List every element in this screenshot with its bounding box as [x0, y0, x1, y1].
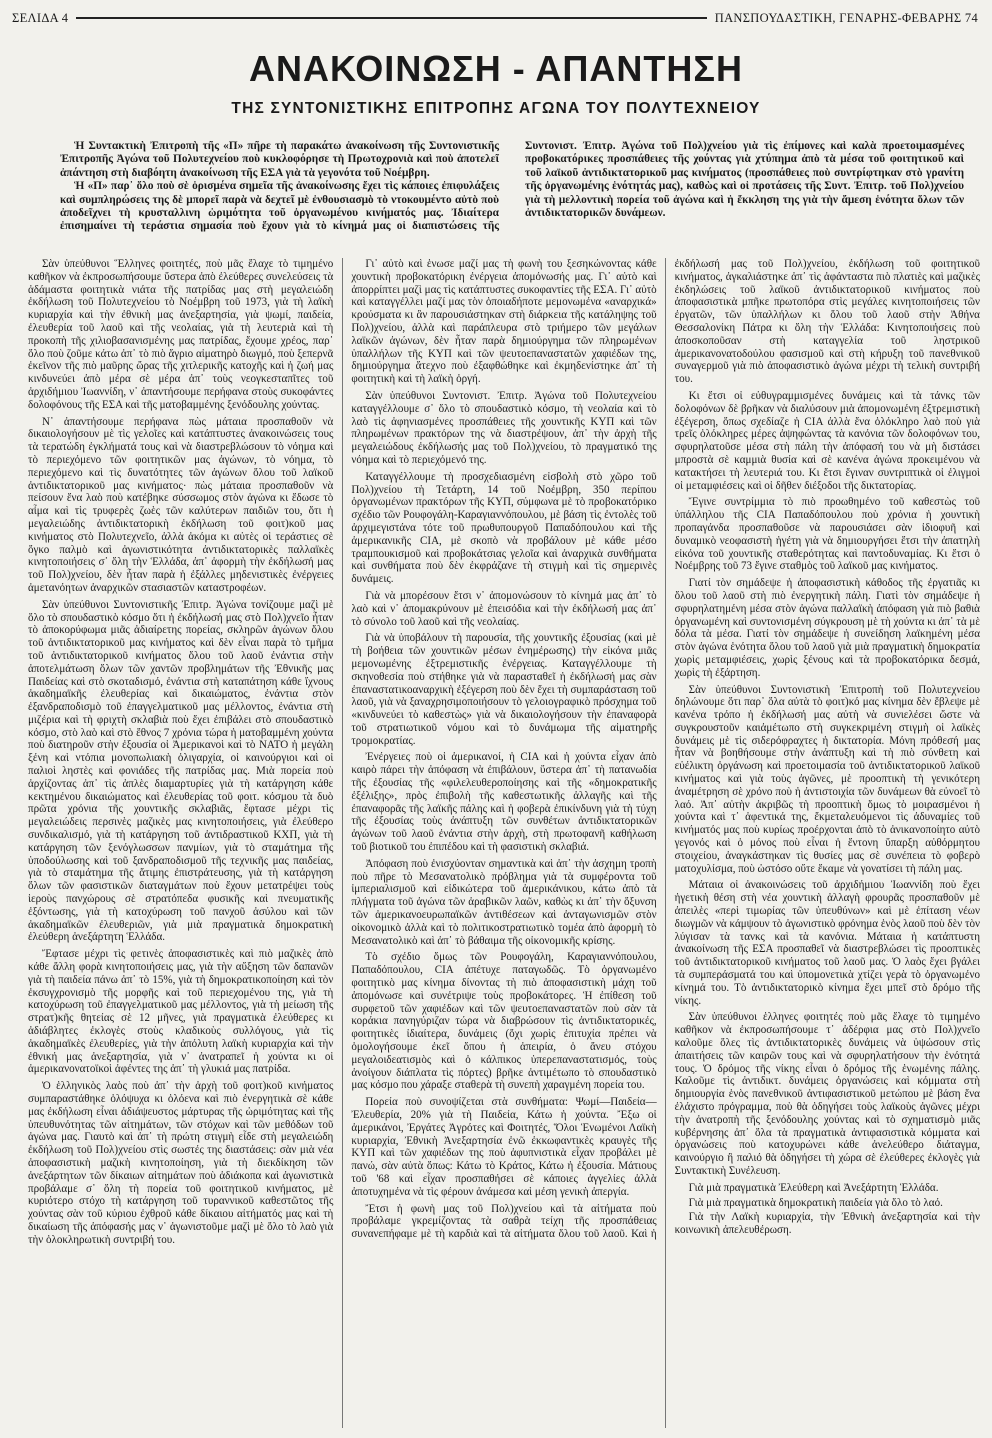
body-paragraph: Ὁ ἑλληνικὸς λαὸς ποὺ ἀπ᾿ τὴν ἀρχὴ τοῦ φοιτ)κοῦ κινήματος συμπαραστάθηκε ὁλόψυχα κι ὁλόενα καὶ πιὸ ἐνεργητικὰ σὲ κάθε μας ἐκδήλωση εἶναι ἀδιάψευστος μάρτυρας τῆς ὡριμότητας καὶ τῆς ὑπευθυνότητας τῶν αἰτημάτων, τῶν στόχων καὶ τῶν μεθόδων τοῦ ἀγώνα μας. Γιαυτὸ καὶ ἀπ᾿ τὴ πρώτη στιγμὴ εἶδε στὴ μεγαλειώδη ἐκδήλωση τοῦ Πολ)χνείου στὶς σωστές της διαστάσεις: σὰν μιὰ νέα ἀποφασιστικὴ μαζικὴ κινητοποίηση, γιὰ τὴ διεκδίκηση τῶν ἀνεξάρτητων τῶν δίκαιων αἰτημάτων ποὺ ἀδιάκοπα καὶ ἀγωνιστικὰ προβάλαμε σ᾿ ὅλη τὴ πορεία τοῦ φοιτητικοῦ κινήματος, μὲ κυριότερο στόχο τὴ κατάργηση τοῦ τυραννικοῦ καθεστῶτος τῆς χούντας σὰν τοῦ κύριου ἐχθροῦ κάθε δίκαιου αἰτήματός μας καὶ τὴ δικαίωση τῆς ἀπόφασής μας ν᾿ ἀγωνιστοῦμε μαζὶ μὲ ὅλο τὸ λαὸ γιὰ τὴν ὁλοκληρωτικὴ συντριβή του.	[28, 1080, 334, 1246]
body-paragraph: Σὰν ὑπεύθυνοι ἑλληνες φοιτητές ποὺ μᾶς ἔλαχε τὸ τιμημένο καθῆκον νὰ ἐκπροσωπήσουμε τ᾿ ἀδέρφια μας στὸ Πολ)χνεῖο καλοῦμε ὅλες τὶς ἀντιδικτατορικὲς δυνάμεις νὰ ὑψώσουν στὶς ἀπαιτήσεις τῶν καιρῶν τους καὶ νὰ σφυρηλατήσουν τὴν ἑνότητά τους. Ὁ δρόμος τῆς νίκης εἶναι ὁ δρόμος τῆς ἑνωμένης πάλης. Καλοῦμε τὶς ἀντιδικτ. δυνάμεις ὀργανώσεις καὶ κόμματα στὴ δημιουργία ἑνὸς πανεθνικοῦ ἀντιφασιστικοῦ μετώπου μὲ βάση ἕνα ἐλάχιστο πρόγραμμα, ποὺ θὰ ὁδηγήσει τοὺς λαϊκοὺς ἀγῶνες μέχρι τὴν ἀνατροπὴ τῆς ξενόδουλης χούντας καὶ τὸ σχηματισμὸ μιᾶς κυβέρνησης ἀπ᾿ ὅλα τὰ πραγματικὰ ἀντιφασιστικὰ κόμματα καὶ ὀργανώσεις ποὺ κατοχυρώνει κάθε ἀνελεύθερο διάταγμα, καινούργιο ἢ παλιό θὰ ὁδηγήσει τὴ χώρα σὲ ἐλεύθερες ἐκλογὲς γιὰ Συντακτικὴ Συνέλευση.	[674, 1011, 980, 1177]
editorial-intro	[60, 140, 964, 252]
body-paragraph: Ἔφτασε μέχρι τὶς φετινὲς ἀποφασιστικὲς καὶ πιὸ μαζικὲς ἀπὸ κάθε ἄλλη φορὰ κινητοποιήσεις μας, γιὰ τὴν αὔξηση τῶν δαπανῶν γιὰ τὴ παιδεία πάνω ἀπ᾿ τὸ 15%, γιὰ τὴ δημοκρατικοποίηση καὶ τὸν ἐκσυγχρονισμὸ τῆς μορφῆς καὶ τοῦ περιεχομένου της, γιὰ τὴ κατοχύρωση τοῦ ἐπαγγελματικοῦ μας μέλλοντος, γιὰ τὴ μείωση τῆς στρατ)κῆς θητείας σὲ 12 μῆνες, γιὰ πραγματικὰ ἐλεύθερες κι ἀδιάβλητες ἐκλογὲς στοὺς κλαδικοὺς συλλόγους, γιὰ τὶς ἀκαδημαϊκὲς ἐλευθερίες, γιὰ τὴν ἀπόλυτη λαϊκὴ κυριαρχία καὶ τὴν ἐθνική μας ἀνεξαρτησία, γιὰ ν᾿ ἀνατραπεῖ ἡ χούντα κι οἱ ἀμερικανονατοϊκοὶ ἀφέντες της ἀπ᾿ τὴ γλυκιά μας πατρίδα.	[28, 948, 334, 1076]
body-paragraph: Σὰν ὑπεύθυνοι Ἕλληνες φοιτητές, ποὺ μᾶς ἔλαχε τὸ τιμημένο καθῆκον νὰ ἐκπροσωπήσουμε ὕστερα ἀπὸ ἐλεύθερες συνελεύσεις τὰ ἀδάμαστα φοιτητικὰ νιάτα τῆς πατρίδας μας στὴ μεγαλειώδη ἐκδήλωση τοῦ Πολυτεχνείου τὸ Νοέμβρη τοῦ 1973, γιὰ τὴ λαϊκὴ κυριαρχία καὶ τὴν ἐθνικὴ μας ἀνεξαρτησία, γιὰ ψωμί, παιδεία, ἐλευθερία τοῦ λαοῦ καὶ τῆς νεολαίας, γιὰ τὴ λευτεριὰ καὶ τὴ προκοπὴ τῆς χιλιοβασανισμένης μας πατρίδας, ἔχουμε χρέος, παρ᾿ ὅλο ποὺ ζοῦμε κάτω ἀπ᾿ τὸ πιὸ ἄγριο αἱματηρὸ διωγμό, ποὺ ξεπερνᾶ ἐκεῖνον τῆς πιὸ μαῦρης ὥρας τῆς χιτλερικῆς κατοχῆς καὶ ἡ ζωή μας κινδυνεύει ἀπὸ μέρα σὲ μέρα ἀπ᾿ τοὺς νεογκεσταπῖτες τοῦ ἀρχιδήμιου Ἰωαννίδη, ν᾿ ἀπαντήσουμε περήφανα στοὺς συκοφάντες δολοφόνους τῆς ΕΣΑ καὶ τῆς ματοβαμμένης ξενόδουλης χούντας.	[28, 258, 334, 411]
closing-slogan: Γιὰ τὴν Λαϊκὴ κυριαρχία, τὴν Ἐθνικὴ ἀνεξαρτησία καὶ τὴν κοινωνικὴ ἀπελευθέρωση.	[674, 1211, 980, 1237]
body-paragraph: Ἔγινε συντρίμμια τὸ πιὸ προωθημένο τοῦ καθεστὼς τοῦ ὑπάλληλου τῆς CIA Παπαδόπουλου ποὺ χρόνια ἡ χουντικὴ προπαγάνδα προσπαθοῦσε νὰ παρουσιάσει σὰν ἰδιοφυῆ καὶ δυναμικὸ νεοφασιστὴ ἡγέτη γιὰ νὰ δημιουργήσει ἔτσι τὴν ἀπατηλὴ εἰκόνα τοῦ χουντικῆς σταθερότητας καὶ παντοδυναμίας. Κι ἔτσι ὁ Νοέμβρης τοῦ 73 ἔγινε σταθμὸς τοῦ λαϊκοῦ μας κινήματος.	[674, 496, 980, 573]
running-header	[12, 8, 978, 28]
closing-slogan: Γιὰ μιὰ πραγματικὰ δημοκρατικὴ παιδεία γιὰ ὅλο τὸ λαό.	[688, 1196, 943, 1209]
header-rule	[76, 17, 706, 19]
intro-paragraph: Ἡ Συντακτικὴ Ἐπιτροπὴ τῆς «Π» πῆρε τὴ παρακάτω ἀνακοίνωση τῆς Συντονιστικῆς Ἐπιτροπῆς Ἀγώνα τοῦ Πολυτεχνείου ποὺ κυκλοφόρησε τὴ Πρωτοχρονιὰ καὶ ποὺ ἀποτελεῖ ἀπάντηση στὴ διαβόητη ἀνακοίνωση τῆς ΕΣΑ γιὰ τὰ γεγονότα τοῦ Νοέμβρη.	[60, 140, 499, 179]
body-paragraph: Ἐνέργειες ποὺ οἱ ἀμερικανοί, ἡ CIA καὶ ἡ χούντα εἶχαν ἀπὸ καιρὸ πάρει τὴν ἀπόφαση νὰ ἐπιβάλουν, ὕστερα ἀπ᾿ τὴ πατανωδία τῆς ἐξουσίας τῆς «φιλελευθεροποίησης καὶ τῆς «δημοκρατικῆς ἐξέλιξης», πρὸς ἐπιβολὴ τῆς καθεστωτικῆς ἀλλαγῆς καὶ τῆς ἐπαναφορᾶς τῆς λαϊκῆς πάλης καὶ ἡ φοβερὰ ἐπικίνδυνη γιὰ τὴ τύχη τῆς ἐξουσίας τοὺς ἀνάπτυξη τῶν συνθέτων ἀντιδικτατορικῶν ἀγώνων τοῦ λαοῦ ἐνάντια στὴν ἀρχὴ, στὴ πρωτοφανῆ καθήλωση τοῦ βιοτικοῦ του ἐπιπέδου καὶ τὴ φασιστικὴ σκλαβιά.	[351, 751, 657, 854]
body-paragraph: Γιατί τὸν σημάδεψε ἡ ἀποφασιστικὴ κάθοδος τῆς ἐργατιᾶς κι ὅλου τοῦ λαοῦ στὴ πιὸ ἐνεργητικὴ πάλη. Γιατὶ τὸν σημάδεψε ἡ σφυρηλατημένη μέσα στὸν ἀγώνα παλλαϊκὴ ἀπόφαση γιὰ πιὸ βαθιὰ ὀργανωμένη καὶ συντονισμένη σύγκρουση μὲ τὴ χούντα κι ἀπ᾿ τὰ μὲ δόλα τὰ μέσα. Γιατί τὸν σημάδεψε ἡ συνείδηση λαϊκημένη μέσα στὸν ἀγώνα ἑνότητα ὅλου τοῦ λαοῦ γιὰ μιὰ πραγματικὴ δημοκρατία χωρὶς μεταμφιέσεις, χωρὶς ξένους καὶ τὰ προβοκατόρικα δεσμά, χωρὶς τὴ ἐξάρτηση.	[674, 577, 980, 679]
body-paragraph: Μάταια οἱ ἀνακοινώσεις τοῦ ἀρχιδήμιου Ἰωαννίδη ποὺ ἔχει ἡγετικὴ θέση στὴ νέα χουντικὴ ἀλλαγὴ φρουρᾶς προσπαθοῦν μὲ ἀπειλὲς «περὶ τιμωρίας τῶν ὑπευθύνων» καὶ μὲ ἐπίταση νέων διωγμῶν νὰ κάμψουν τὸ ἀγωνιστικὸ φρόνημα ἑνὸς λαοῦ ποὺ δὲν τὸν λύγισαν τὰ τανκς καὶ τὰ κανόνια. Μάταια ἡ κατάπτυστη ἀνακοίνωση τῆς ΕΣΑ προσπαθεῖ νὰ διαστρεβλώσει τὶς προοπτικὲς τοῦ ἀντιδικτατορικοῦ κινήματος τοῦ λαοῦ μας. Ὁ λαὸς ἔχει βγάλει τὰ συμπεράσματά του καὶ ὑπομονετικὰ χτίζει γερὰ τὸ ὀργανωμένο κίνημά του. Τὸ ἀντιδικτατορικὸ κίνημα ἔχει μπεῖ στὸ δρόμο τῆς νίκης.	[674, 879, 980, 1007]
body-paragraph: Σὰν ὑπεύθυνοι Συντονιστικὴ Ἐπιτροπὴ τοῦ Πολυτεχνείου δηλώνουμε ὅτι παρ᾿ ὅλα αὐτὰ τὸ φοιτ)κό μας κίνημα δὲν ἔβλεψε μὲ κανένα τρόπο ἡ ἐκδήλωσή μας αὐτὴ νὰ συνιελέσει ὥστε νὰ συγκρουστοῦν καιἀμέτωπο στὴ συγκεκριμένη στιγμὴ οἱ λαϊκὲς δυνάμεις μὲ τὶς σιδερόφραχτες ἡ δικτατορία. Μόνη πρόθεσή μας ἦταν νὰ βοηθήσουμε στὴν ἀνάπτυξη καὶ τὴ πιὸ σύνθετη καὶ εὐέλικτη ὀργάνωση καὶ προετοιμασία τοῦ ἀντιδικτατορικοῦ λαϊκοῦ κινήματος καὶ γιὰ τοὺς ἀγῶνες, μὲ προοπτικὴ τὴ γενικότερη ἀναμέτρηση σὲ χρόνο ποὺ ἡ ἀντιστοιχία τῶν δυνάμεων θὰ εὐνοεῖ τὸ λαό. Ἀπ᾿ αὐτὴν ἀκριβῶς τὴ προοπτικὴ ὅμως τὸ μοιρασμένοι ἡ χούντα καὶ τ᾿ ἀφεντικά της, ἔκμεταλευόμενοι τὶς ἀδυναμίες τοῦ κινήματός μας ποὺ κυρίως προέρχονται ἀπὸ τὸ ἀνικανοποίητο αὐτὸ γεγονός καὶ ὁ μόνος ποὺ εἶναι ἡ ἔντονη ὕπαρξη αὐθόρμητου στοιχείου, ἀναγκάστηκαν τὶς θυσίες μας σὲ συνέπεια τὸ φοβερὸ ματοχυλίσμα, ποὺ ὡστόσο οὔτε ἔκαμε νὰ γονατίσει τὴ πάλη μας.	[674, 683, 980, 875]
article-subtitle: ΤΗΣ ΣΥΝΤΟΝΙΣΤΙΚΗΣ ΕΠΙΤΡΟΠΗΣ ΑΓΩΝΑ ΤΟΥ ΠΟΛΥΤΕΧΝΕΙΟΥ	[231, 100, 761, 117]
body-paragraph: Ν᾿ ἀπαντήσουμε περήφανα πὼς μάταια προσπαθοῦν νὰ δικαιολογήσουν μὲ τὶς γελοῖες καὶ κατάπτυστες ἀνακοινώσεις τους τὰ τερατώδη ἐγκλήματά τους καὶ νὰ διαστρεβλώσουν τὸ νόημα καὶ τὸ περιεχόμενο τῶν φοιτητικῶν μας ἀγώνων, τὸ νόημα, τὸ περιεχόμενο καὶ τὶς δυνατότητες τῶν ἀγώνων ὅλου τοῦ λαϊκοῦ ἀντιδικτατορικοῦ μας κινήματος· πὼς μάταια προσπαθοῦν νὰ πείσουν ἕνα λαὸ ποὺ κατέβηκε σύσσωμος στὸν ἀγώνα κι ἔδωσε τὸ αἷμα καὶ τὶς τρυφερὲς ζωὲς τῶν καλύτερων παιδιῶν του, ὅτι ἡ μεγαλειώδης ἀντιδικτατορικὴ ἐκδήλωση τοῦ φοιτ)κοῦ μας κινήματος στὸ Πολυτεχνεῖο, ἀλλὰ ἀκόμα κι αὐτὲς οἱ τεράστιες σὲ ὄγκο παλμὸ καὶ ἀγωνιστικότητα ἀντιδικτατορικὲς παλλαϊκὲς κινητοποιήσεις σ᾿ ὅλη τὴν Ἑλλάδα, ἀπ᾿ ἀφορμὴ τὴν ἐκδήλωσή μας τοῦ Πολ)χνείου, δὲν ἦταν παρὰ ἡ ἐξάλλες μηδενιστικὲς ἐνέργειες ἀμετανόητων ἀναρχικῶν στασιαστῶν καταστροφέων.	[28, 415, 334, 594]
publication-label: ΠΑΝΣΠΟΥΔΑΣΤΙΚΗ, ΓΕΝΑΡΗΣ-ΦΕΒΑΡΗΣ 74	[714, 10, 978, 25]
body-paragraph: Γιὰ νὰ μπορέσουν ἔτσι ν᾿ ἀπομονώσουν τὸ κίνημά μας ἀπ᾿ τὸ λαὸ καὶ ν᾿ ἀπομακρύνουν μὲ ἐπεισόδια καὶ τὴν ἐκδήλωσή μας ἀπ᾿ τὸ σύνολο τοῦ λαοῦ καὶ τῆς νεολαίας.	[351, 589, 657, 628]
body-paragraph: Τὸ σχέδιο ὅμως τῶν Ρουφογάλη, Καραγιαννόπουλου, Παπαδόπουλου, CIA ἀπέτυχε παταγωδῶς. Τὸ ὀργανωμένο φοιτητικὸ μας κίνημα δίνοντας τὴ πιὸ ἀποφασιστικὴ μάχη τοῦ ἀπομόνωσε καὶ συνέτριψε τοὺς προβοκάτορες. Ἡ ἐπίθεση τοῦ συρφετοῦ τῶν χαφιέδων καὶ τῶν ψευτοεπαναστατῶν ποὺ σὰν τὰ κοράκια πανηγύριζαν τώρα νὰ διαβρώσουν τὶς ἀντιδικτατορικές, φοιτητικὲς ἰδιαίτερα, δυνάμεις (ὄχι χωρὶς ἐπιτυχία πρέπει νὰ ὁμολογήσουμε ἐκεῖ ὅπου ἡ ἀπειρία, ὁ ἄνευ στόχου μεγαλοιδεατισμὸς καὶ ὁ κάλπικος ὑπερεπαναστατισμός, τοὺς ἀνοίγουν διάπλατα τὶς πόρτες) βρῆκε ἀντιμέτωπο τὸ σπουδαστικὸ μας κόσμο που χάραξε σταθερὰ τὴ συνεπὴ χαραγμένη πορεία του.	[351, 951, 657, 1092]
body-paragraph: Πορεία ποὺ συνοψίζεται στὰ συνθήματα: Ψωμί—Παιδεία—Ἐλευθερία, 20% γιὰ τὴ Παιδεία, Κάτω ἡ χούντα. Ἔξω οἱ ἀμερικάνοι, Ἐργάτες Ἀγρότες καὶ Φοιτητές, Ὅλοι Ἑνωμένοι Λαϊκὴ κυριαρχία, Ἐθνικὴ Ἀνεξαρτησία ἐνῶ ἐκκωφαντικὲς κραυγὲς τῆς ΚΥΠ καὶ τῶν χαφιέδων της ποὺ ἀφυπνιστικὰ εἶχαν προβάλει μὲ πανώ, σὰν αὐτὰ ὅπως: Κάτω τὸ Κράτος, Κάτω ἡ ἐξουσία. Μάτιους τοῦ '68 καὶ εἶχαν προσπαθήσει σὲ κάποιες ἀγγελίες ἀλλὰ ἀποτυχημένα νὰ τὶς φέρουν ἀνάμεσα καὶ μέση γενικὴ ἀπεργία.	[351, 1096, 657, 1198]
article-title: ΑΝΑΚΟΙΝΩΣΗ - ΑΠΑΝΤΗΣΗ	[248, 48, 744, 89]
intro-paragraph: Ἡ «Π» παρ᾿ ὅλο ποὺ σὲ ὁρισμένα σημεῖα τῆς ἀνακοίνωσης ἔχει τὶς κάποιες ἐπιφυλάξεις καὶ συμπληρώσεις της δὲ μπορεῖ παρὰ νὰ δεχτεῖ μὲ ἐνθουσιασμὸ τὸ ντοκουμέντο αὐτὸ ποὺ ἀποδεῖχνει τὴ κρυσταλλινη ὡριμότητα τοῦ ὀργανωμένου κινήματός μας. Ἰδιαίτερα ἐπισημαίνει τὴ τεράστια σημασία ποὺ ἔχουν γιὰ τὸ κίνημά μας οἱ διαπιστώσεις τῆς Συντονιστ. Ἐπιτρ. Ἀγώνα τοῦ Πολ)χνείου γιὰ τὶς ἐπίμονες καὶ καλὰ προετοιμασμένες προβοκατόρικες προσπάθειες τῆς χούντας γιὰ χτύπημα ἀπὸ τὰ μέσα τοῦ φοιτητικοῦ καὶ τοῦ λαϊκοῦ ἀντιδικτατορικοῦ μας κινήματος (προσπάθειες ποὺ συντρίφτηκαν στὸ γρανίτη τῆς ὀργανωμένης ἑνότητάς μας), καθὼς καὶ οἱ προτάσεις τῆς Συντ. Ἐπιτρ. τοῦ Πολ)χνείου γιὰ τὴ μελλοντικὴ πορεία τοῦ ἀγώνα καὶ ἡ ἔκκληση της γιὰ τὴν ἄμεση ἑνότητα ὅλων τῶν ἀντιδικτατορικῶν δυνάμεων.	[60, 140, 964, 233]
body-paragraph: Σὰν ὑπεύθυνοι Συντονιστ. Ἐπιτρ. Ἀγώνα τοῦ Πολυτεχνείου καταγγέλλουμε σ᾿ ὅλο τὸ σπουδαστικὸ κόσμο, τὴ νεολαία καὶ τὸ λαὸ τὶς ἀφηνιασμένες προσπάθειες τῆς χουντικῆς ΚΥΠ καὶ τῶν πληρωμένων πρακτόρων της νὰ διαστρέψουν, ἀπ᾿ τὴν ἀρχὴ τῆς μεγαλειώδους ἐκδήλωσής μας τοῦ Πολ)χνείου, τὸ πραγματικό της νόημα καὶ τὸ περιεχόμενό της.	[351, 389, 657, 466]
body-paragraph: Κι ἔτσι οἱ εὐθυγραμμισμένες δυνάμεις καὶ τὰ τάνκς τῶν δολοφόνων δὲ βρῆκαν νὰ διαλύσουν μιὰ ἀπομονωμένη ἐξτρεμιστικὴ ἐξέγερση, ὅπως σχεδίαζε ἡ CIA ἀλλὰ ἕνα ὁλόκληρο λαὸ ποὺ γιὰ τρεῖς ὁλόκληρες μέρες ἀψηφώντας τὰ κανόνια τῶν δολοφόνων του, σφυρηλατοῦσε μέσα στὴ πάλη τὴν ἀπόφασή του νὰ μὴ διστάσει μπροστὰ σὲ καμμιὰ θυσία καὶ σὲ κανένα ἀγώνα προκειμένου νὰ κατακτήσει τὴ λευτεριά του. Κι ἔτσι ἔγιναν συντριπτικὰ οἱ ἐλιγμοὶ οἱ μεταμφιέσεις καὶ οἱ δῆθεν διέξοδοι τῆς δικτατορίας.	[674, 389, 980, 492]
body-paragraph: Ἀπόφαση ποὺ ἐνισχύονταν σημαντικὰ καὶ ἀπ᾿ τὴν ἀσχημη τροπὴ ποὺ πῆρε τὸ Μεσανατολικὸ πρόβλημα γιὰ τὰ συμφέροντα τοῦ ἰμπεριαλισμοῦ καὶ εἰδικώτερα τοῦ ἀμερικάνικου, κάτω ἀπὸ τὰ πλήγματα τοῦ ἀγώνα τῶν ἀραβικῶν λαῶν, καθὼς κι ἀπ᾿ τὴν ὄξυνση τῶν ἀμερικανοευρωπαϊκῶν ἀντιθέσεων καὶ ἀνταγωνισμῶν στὸν οἰκονομικὸ ἀλλὰ καὶ τὸ πολιτικοστρατιωτικὸ τομέα ἀπὸ ἀφορμὴ τὸ Μεσανατολικὸ καὶ ἀπ᾿ τὸ βάθαιμα τῆς οἰκονομικῆς κρίσης.	[351, 857, 657, 947]
body-paragraph: Σὰν ὑπεύθυνοι Συντονιστικῆς Ἐπιτρ. Ἀγώνα τονίζουμε μαζὶ μὲ ὅλο τὸ σπουδαστικὸ κόσμο ὅτι ἡ ἐκδήλωσή μας στὸ Πολ)χνεῖο ἦταν τὸ ἀποκορύφωμα μιᾶς ἀδιαίρετης πορείας, σκληρῶν ἀγώνων ὅλου τοῦ ἀντιδικτατορικοῦ μας κινήματος καὶ δὲν εἶναι παρὰ τὸ τμῆμα τοῦ ἀντιδικτατορικοῦ κινήματος ὅλου τοῦ λαοῦ ἐνάντια στὴν ἀποτελμάτωση ὅλων τῶν χαντῶν προβλημάτων τῆς Ἐθνικῆς μας Παιδείας καὶ στὸ σκοταδισμό, ἐνάντια στὴ καταπάτηση κάθε ἴχνους ἀκαδημαϊκῆς ἐλευθερίας καὶ δικαιώματος, ἐνάντια στὸν ἐξανδραποδισμὸ τοῦ ἐπαγγελματικοῦ μας μέλλοντος, ἐνάντια στὴ μιζέρια καὶ τὴ φριχτὴ σκλαβιὰ ποὺ ἔχει ἐπιβάλει στὸ σπουδαστικὸ κόσμο, στὸ λαὸ καὶ στὸ ἔθνος 7 χρόνια τώρα ἡ ματοβαμμένη χούντα ποὺ διατηροῦν στὴν ἐξουσία οἱ Ἀμερικανοὶ καὶ τὸ ΝΑΤΟ ἡ μεγάλη ξένη καὶ ντόπια μονοπωλιακὴ ὀλιγαρχία, οἱ καινούργιοι καὶ οἱ παλιοὶ ληστὲς καὶ φονιάδες τῆς πατρίδας μας. Μιὰ πορεία ποὺ ἀρχίζοντας ἀπ᾿ τὶς ἁπλὲς διαμαρτυρίες γιὰ τὴ κατάργηση κάθε κεκτημένου δικαιώματος καὶ ἐλευθερίας τοῦ φοιτ. κόσμου τὰ δυὸ πρῶτα χρόνια τῆς χουντικῆς σκλαβιᾶς, ἔφτασε μέχρι τὶς μεγαλειώδεις περσινὲς μαζικὲς μας κινητοποιήσεις, γιὰ ἐλεύθερο συνδικαλισμό, γιὰ τὴ κατάργηση τοῦ ἀντιδραστικοῦ ΚΧΠ, γιὰ τὴ κατάργηση τῶν ξενόγλωσσων πανμίων, γιὰ τὸ σταμάτημα τῆς ὑποδούλωσης καὶ τοῦ ξανδραποδισμοῦ τῆς τεχνικῆς μας παιδείας, γιὰ τὸ σταμάτημα τῆς ἄτιμης ἐπιστράτευσης, γιὰ τὴ κατάργηση ὅλων τῶν φασιστικῶν διαταγμάτων ποὺ ἔχουν μετατρέψει τοὺς ἱεροὺς πανχώρους σὲ στρατόπεδα φυσικῆς καὶ πνευματικῆς ἐξόντωσης, γιὰ τὴ κατοχύρωση τοῦ πανχοῦ ἀσύλου καὶ τῶν ἀκαδημαϊκῶν ἐλευθεριῶν, γιὰ μιὰ πραγματικὰ δημοκρατικὴ ἐλεύθερη ἀνεξάρτητη Ἑλλάδα.	[28, 598, 334, 944]
body-paragraph: Καταγγέλλουμε τὴ προσχεδιασμένη εἰσβολὴ στὸ χῶρο τοῦ Πολ)χνείου τὴ Τετάρτη, 14 τοῦ Νοέμβρη, 350 περίπου ὀργανωμένων πρακτόρων τῆς ΚΥΠ, σύμφωνα μὲ τὸ προβοκατόρικο σχέδιο τῶν Ρουφογάλη-Καραγιαννόπουλου, μὲ βάση τὶς ἐντολὲς τοῦ ἀρχιμεγιστάνα τότε τοῦ πρωθυπουργοῦ Παπαδόπουλου καὶ τῆς ἀμερικανικῆς CIA, μὲ σκοπὸ νὰ προβάλουν μὲ κάθε μέσο τραμπουκισμοῦ καὶ προβοκάτσιας γελοῖα καὶ ἀναρχικὰ συνθήματα καὶ συνθήματα ποὺ δὲν ἐκφράζανε τὴ στιγμὴ καὶ τὶς σημερινὲς δυνάμεις.	[351, 470, 657, 586]
article-body	[28, 258, 980, 1428]
body-paragraph: Γιὰ νὰ ὑποβάλουν τὴ παρουσία, τῆς χουντικῆς ἐξουσίας (καὶ μὲ τὴ βοήθεια τῶν χουντικῶν μέσων ἐνημέρωσης) τὴν εἰκόνα μιᾶς μεμονωμένης ἐξτρεμιστικῆς ἐνέργειας. Καταγγέλλουμε τὴ σκηνοθεσία ποὺ στήθηκε γιὰ νὰ παρασταθεῖ ἡ ἐκδήλωσή μας σὰν ἐπαναστατικοαναρχικὴ ἐξέγερση ποὺ δὲν ἔχει τὴ συμπαράσταση τοῦ λαοῦ, γιὰ νὰ ξαναχρησιμοποιήσουν τὸ γελοιογραφικὸ πρόσχημα τοῦ «κινδυνεύει τὸ καθεστὼς» γιὰ νὰ δικαιολογήσουν τὴν ἐπαναφορὰ τοῦ στρατιωτικοῦ νόμου καὶ τὸ δυνάμωμα τῆς αἱματηρῆς τρομοκρατίας.	[351, 632, 657, 747]
body-paragraph: Γι᾿ αὐτὸ καὶ ἑνωσε μαζί μας τὴ φωνὴ του ξεσηκώνοντας κάθε χουντικὴ προβοκατόρικη ἐνέργεια ἀπομόνωσής μας. Γι᾿ αὐτὸ καὶ ἀπορρίπτει μαζὶ μας τὶς κατάπτυστες συκοφαντίες τῆς ΕΣΑ. Γι᾿ αὐτὸ καὶ καταγγέλλει μαζί μας τὸν ὁποιαδήποτε μεμονωμένα «αναρχικά» κρούσματα κι ἂν παρουσιάστηκαν στὴ διάρκεια τῆς κατάληψης τοῦ Πολ)χνείου, ἀλλὰ καὶ παράπλευρα στὸ τριήμερο τῶν μεγάλων λαϊκῶν ἀγώνων, δὲν ἦταν παρὰ δημιούργημα τῶν πληρωμένων ὑπαλλήλων τῆς ΚΥΠ καὶ τῶν ψευτοεπαναστατῶν χαφιέδων της, δημιούργημα ἄτεχνο ποὺ ἐξαφθώθηκε καὶ ἐκμηδενίστηκε ἀπ᾿ τὴ φοιτητικὴ καὶ τὴ λαϊκὴ ὀργή.	[351, 258, 657, 386]
body-paragraph: Ἔτσι ἡ φωνὴ μας τοῦ Πολ)χνείου καὶ τὰ αἰτήματα ποὺ προβάλαμε γκρεμίζοντας τὰ σαθρὰ τείχη τῆς προσπάθειας συνανεπήφαμε μὲ τὴ καρδιὰ καὶ τὰ αἰτήματα ὅλου τοῦ λαοῦ. Καὶ ἡ ἐκδήλωσή μας τοῦ Πολ)χνείου, ἐκδήλωση τοῦ φοιτητικοῦ κινήματος, ἀγκαλιάστηκε ἀπ᾿ τὶς ἀφάνταστα πιὸ πλατιὲς καὶ μαζικὲς ἐκδηλώσεις τοῦ λαϊκοῦ ἀντιδικτατορικοῦ κινήματος ποὺ ἀποφασιστικὰ μπῆκε πρωτοπόρα στὶς μεγάλες κινητοποιήσεις τῶν ἐργατῶν, τῶν ὑπαλλήλων κι ὅλου τοῦ λαοῦ στὴν Ἀθήνα Θεσσαλονίκη Πάτρα κι ὅλη τὴν Ἑλλάδα: Κινητοποιήσεις ποὺ ἀποσκοποῦσαν στὴ καταγγελία τοῦ ληστρικοῦ ἀμερικανονατοδούλου φασισμοῦ καὶ στὴ κήρυξη τοῦ πανεθνικοῦ συναγερμοῦ γιὰ πιὸ ἀποφασιστικὸ ἀγώνα μέχρι τὴ τελικὴ συντριβή του.	[351, 258, 980, 1241]
page-label: ΣΕΛΙΔΑ 4	[12, 10, 69, 25]
closing-slogan: Γιὰ μιὰ πραγματικὰ Ἐλεύθερη καὶ Ἀνεξάρτητη Ἑλλάδα.	[688, 1181, 939, 1194]
